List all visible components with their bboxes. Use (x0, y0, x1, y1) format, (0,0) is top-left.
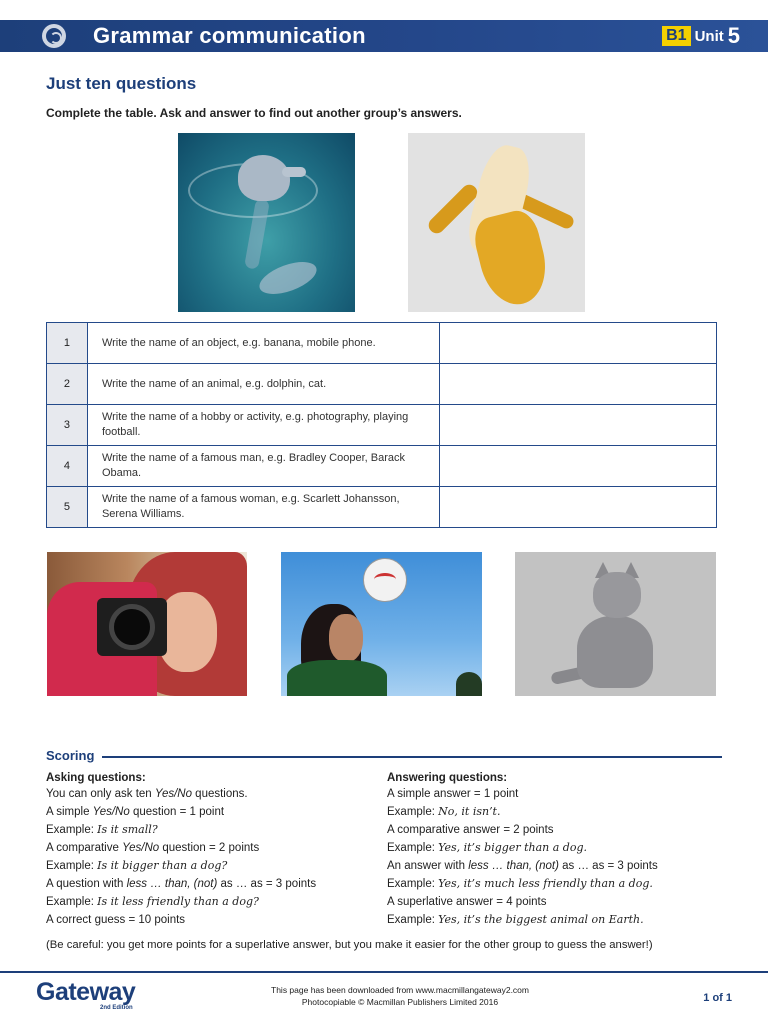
answer-cell[interactable] (440, 364, 717, 405)
asking-example: Example: Is it bigger than a dog? (46, 859, 228, 872)
scoring-title: Scoring (46, 748, 95, 763)
level-unit-badge (662, 25, 740, 47)
caution-note: (Be careful: you get more points for a superlative answer, but you make it easier for the other group to guess the answer!) (46, 939, 653, 951)
gateway-logo-icon (42, 24, 66, 48)
questions-table (46, 322, 717, 528)
asking-example: Example: Is it small? (46, 823, 158, 836)
unit-number: 5 (727, 23, 740, 48)
asking-questions-column (46, 770, 366, 930)
answer-cell[interactable] (440, 405, 717, 446)
answering-line: A comparative answer = 2 points (387, 824, 554, 836)
football-photo (281, 552, 482, 696)
asking-line: A question with less … than, (not) as … as = 3 points (46, 878, 317, 890)
gateway-logo: Gateway (36, 978, 136, 1006)
answering-heading: Answering questions: (387, 772, 508, 784)
level-badge: B1 (662, 26, 690, 46)
instructions: Complete the table. Ask and answer to find out another group’s answers. (46, 106, 462, 120)
table-row (47, 487, 717, 528)
page-header (0, 20, 768, 52)
row-prompt: Write the name of a famous man, e.g. Bradley Cooper, Barack Obama. (87, 446, 440, 487)
section-title: Just ten questions (46, 74, 197, 93)
asking-line: A comparative Yes/No question = 2 points (46, 842, 260, 854)
answering-example: Example: Yes, it’s bigger than a dog. (387, 841, 587, 854)
answering-questions-column (387, 770, 722, 930)
scoring-heading (46, 748, 722, 763)
page-number: 1 of 1 (703, 992, 732, 1004)
answering-example: Example: Yes, it’s much less friendly than a dog. (387, 877, 653, 890)
asking-example: Example: Is it less friendly than a dog? (46, 895, 259, 908)
answering-line: A superlative answer = 4 points (387, 896, 547, 908)
row-prompt: Write the name of a hobby or activity, e.g. photography, playing football. (87, 405, 440, 446)
answering-example: Example: Yes, it’s the biggest animal on Earth. (387, 913, 644, 926)
edition-label: 2nd Edition (100, 1005, 133, 1011)
row-number: 3 (47, 405, 88, 446)
row-number: 5 (47, 487, 88, 528)
unit-label: Unit (694, 27, 724, 45)
row-prompt: Write the name of an animal, e.g. dolphin, cat. (87, 364, 440, 405)
answer-cell[interactable] (440, 446, 717, 487)
photographer-photo (47, 552, 247, 696)
asking-heading: Asking questions: (46, 772, 146, 784)
asking-line: You can only ask ten Yes/No questions. (46, 788, 248, 800)
answering-line: A simple answer = 1 point (387, 788, 519, 800)
answering-example: Example: No, it isn’t. (387, 805, 501, 818)
asking-line: A simple Yes/No question = 1 point (46, 806, 225, 818)
download-note: This page has been downloaded from www.macmillangateway2.com (271, 985, 529, 995)
asking-line: A correct guess = 10 points (46, 914, 186, 926)
banana-photo (408, 133, 585, 312)
answer-cell[interactable] (440, 323, 717, 364)
dolphin-photo (178, 133, 355, 312)
footer-credits (220, 984, 580, 1008)
row-number: 4 (47, 446, 88, 487)
row-prompt: Write the name of an object, e.g. banana, mobile phone. (87, 323, 440, 364)
scoring-rule (102, 756, 722, 758)
row-prompt: Write the name of a famous woman, e.g. Scarlett Johansson, Serena Williams. (87, 487, 440, 528)
copyright-note: Photocopiable © Macmillan Publishers Limited 2016 (301, 997, 499, 1007)
footer-divider (0, 971, 768, 973)
row-number: 2 (47, 364, 88, 405)
row-number: 1 (47, 323, 88, 364)
table-row (47, 446, 717, 487)
page-title: Grammar communication (93, 23, 366, 48)
answering-line: An answer with less … than, (not) as … as = 3 points (387, 860, 658, 872)
table-row (47, 364, 717, 405)
answer-cell[interactable] (440, 487, 717, 528)
cat-photo (515, 552, 716, 696)
table-row (47, 323, 717, 364)
table-row (47, 405, 717, 446)
